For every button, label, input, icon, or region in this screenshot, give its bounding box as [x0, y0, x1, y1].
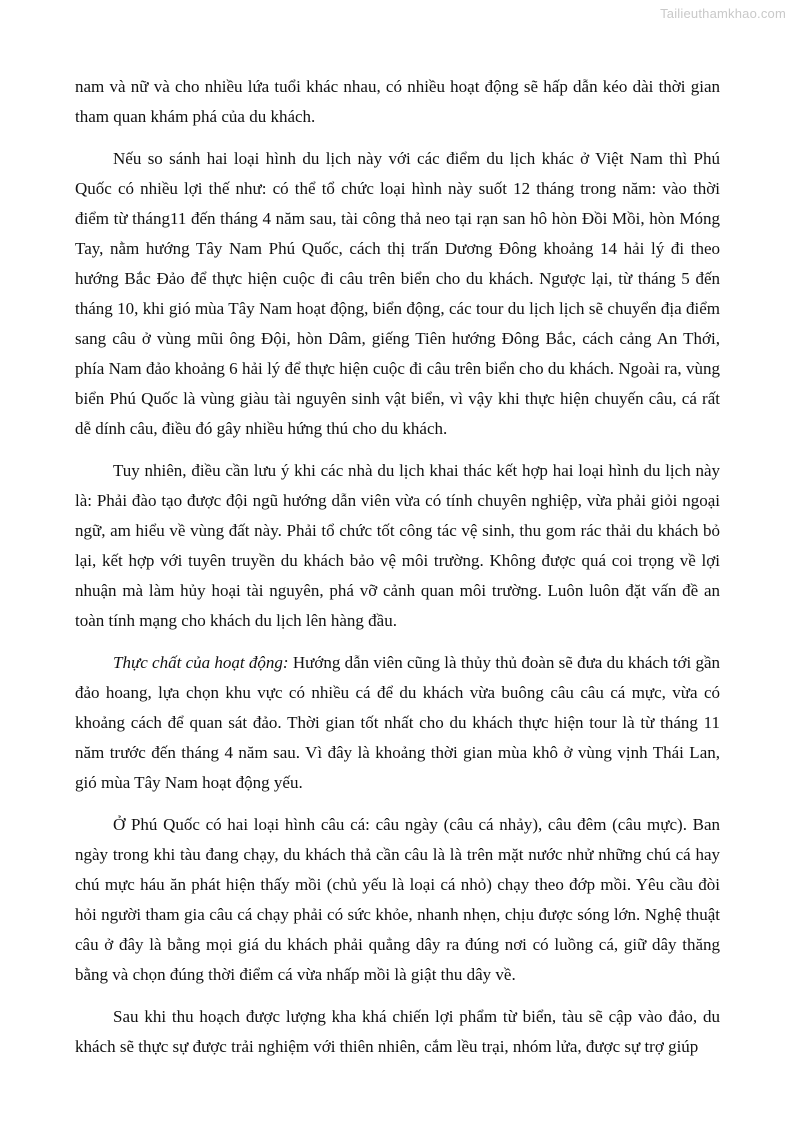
paragraph-2: Nếu so sánh hai loại hình du lịch này với các điểm du lịch khác ở Việt Nam thì Phú Quốc có nhiều lợi thế như: có thể tổ chức loại hình này suốt 12 tháng trong năm: vào thời điểm từ tháng11 đến tháng 4 năm sau, tài công thả neo tại rạn san hô hòn Đồi Mồi, hòn Móng Tay, nằm hướng Tây Nam Phú Quốc, cách thị trấn Dương Đông khoảng 14 hải lý đi theo hướng Bắc Đảo để thực hiện cuộc đi câu trên biển cho du khách. Ngược lại, từ tháng 5 đến tháng 10, khi gió mùa Tây Nam hoạt động, biển động, các tour du lịch lịch sẽ chuyển địa điểm sang câu ở vùng mũi ông Đội, hòn Dâm, giếng Tiên hướng Đông Bắc, cách cảng An Thới, phía Nam đảo khoảng 6 hải lý để thực hiện cuộc đi câu trên biển cho du khách. Ngoài ra, vùng biển Phú Quốc là vùng giàu tài nguyên sinh vật biển, vì vậy khi thực hiện chuyến câu, cá rất dễ dính câu, điều đó gây nhiều hứng thú cho du khách. — [75, 149, 720, 438]
paragraph-4-lead: Thực chất của hoạt động: — [113, 653, 289, 672]
paragraph-4 — [75, 648, 720, 798]
watermark: Tailieuthamkhao.com — [660, 6, 786, 21]
paragraph-4-text: Hướng dẫn viên cũng là thủy thủ đoàn sẽ đưa du khách tới gần đảo hoang, lựa chọn khu vực có nhiều cá để du khách vừa buông câu câu cá mực, vừa có khoảng cách để quan sát đảo. Thời gian tốt nhất cho du khách thực hiện tour là từ tháng 11 năm trước đến tháng 4 năm sau. Vì đây là khoảng thời gian mùa khô ở vùng vịnh Thái Lan, gió mùa Tây Nam hoạt động yếu. — [75, 653, 720, 792]
document-body — [75, 72, 720, 1074]
paragraph-5: Ở Phú Quốc có hai loại hình câu cá: câu ngày (câu cá nhảy), câu đêm (câu mực). Ban ngày trong khi tàu đang chạy, du khách thả cần câu là là trên mặt nước nhử những chú cá hay chú mực háu ăn phát hiện thấy mồi (chủ yếu là loại cá nhỏ) chạy theo đớp mồi. Yêu cầu đòi hỏi người tham gia câu cá chạy phải có sức khỏe, nhanh nhẹn, chịu được sóng lớn. Nghệ thuật câu ở đây là bằng mọi giá du khách phải quẳng dây ra đúng nơi có luồng cá, giữ dây thăng bằng và chọn đúng thời điểm cá vừa nhấp mồi là giật thu dây về. — [75, 815, 720, 984]
paragraph-6: Sau khi thu hoạch được lượng kha khá chiến lợi phẩm từ biển, tàu sẽ cập vào đảo, du khách sẽ thực sự được trải nghiệm với thiên nhiên, cắm lều trại, nhóm lửa, được sự trợ giúp — [75, 1007, 720, 1056]
paragraph-1: nam và nữ và cho nhiều lứa tuổi khác nhau, có nhiều hoạt động sẽ hấp dẫn kéo dài thời gian tham quan khám phá của du khách. — [75, 77, 720, 126]
paragraph-3: Tuy nhiên, điều cần lưu ý khi các nhà du lịch khai thác kết hợp hai loại hình du lịch này là: Phải đào tạo được đội ngũ hướng dẫn viên vừa có tính chuyên nghiệp, vừa phải giỏi ngoại ngữ, am hiểu về vùng đất này. Phải tổ chức tốt công tác vệ sinh, thu gom rác thải du khách bỏ lại, kết hợp với tuyên truyền du khách bảo vệ môi trường. Không được quá coi trọng về lợi nhuận mà làm hủy hoại tài nguyên, phá vỡ cảnh quan môi trường. Luôn luôn đặt vấn đề an toàn tính mạng cho khách du lịch lên hàng đầu. — [75, 461, 720, 630]
